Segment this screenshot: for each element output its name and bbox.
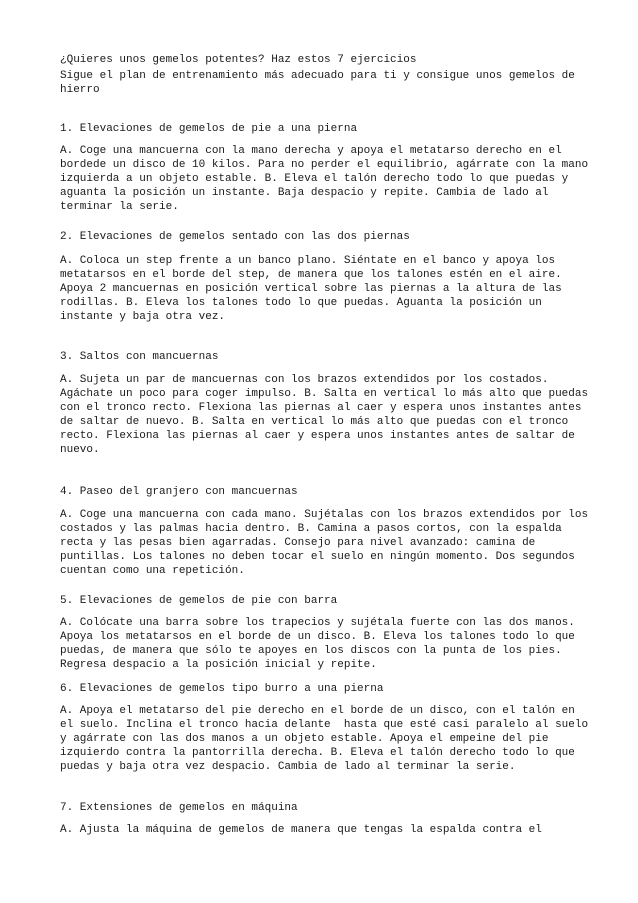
exercise-7-heading: 7. Extensiones de gemelos en máquina [60, 802, 298, 814]
exercise-3-heading: 3. Saltos con mancuernas [60, 351, 219, 363]
exercise-5-heading: 5. Elevaciones de gemelos de pie con barra [60, 595, 338, 607]
exercise-1-heading: 1. Elevaciones de gemelos de pie a una pierna [60, 123, 358, 135]
exercise-2-heading: 2. Elevaciones de gemelos sentado con las dos piernas [60, 231, 410, 243]
document-subtitle: Sigue el plan de entrenamiento más adecuado para ti y consigue unos gemelos de hierro [60, 70, 575, 96]
exercise-6-heading: 6. Elevaciones de gemelos tipo burro a una pierna [60, 683, 384, 695]
exercise-3-body: A. Sujeta un par de mancuernas con los brazos extendidos por los costados. Agáchate un poco para coger impulso. B. Salta en vertical lo más alto que puedas con el tronco recto. Flexiona las piernas al caer y espera unos instantes antes de saltar de nuevo. B. Salta en vertical lo más alto que puedas con el tronco recto. Flexiona las piernas al caer y espera unos instantes antes de saltar de nuevo. [60, 374, 589, 456]
exercise-1-body: A. Coge una mancuerna con la mano derecha y apoya el metatarso derecho en el bordede un disco de 10 kilos. Para no perder el equilibrio, agárrate con la mano izquierda a un objeto estable. B. Eleva el talón derecho todo lo que puedas y aguanta la posición un instante. Baja despacio y repite. Cambia de lado al terminar la serie. [60, 145, 589, 213]
exercise-2-body: A. Coloca un step frente a un banco plano. Siéntate en el banco y apoya los metatarsos en el borde del step, de manera que los talones estén en el aire. Apoya 2 mancuernas en posición vertical sobre las piernas a la altura de las rodillas. B. Eleva los talones todo lo que puedas. Aguanta la posición un instante y baja otra vez. [60, 255, 562, 323]
exercise-5-body: A. Colócate una barra sobre los trapecios y sujétala fuerte con las dos manos. Apoya los metatarsos en el borde de un disco. B. Eleva los talones todo lo que puedas, de manera que sólo te apoyes en los discos con la punta de los pies. Regresa despacio a la posición inicial y repite. [60, 617, 575, 671]
exercise-7-body: A. Ajusta la máquina de gemelos de manera que tengas la espalda contra el [60, 824, 542, 836]
exercise-4-body: A. Coge una mancuerna con cada mano. Sujétalas con los brazos extendidos por los costados y las palmas hacia dentro. B. Camina a pasos cortos, con la espalda recta y las pesas bien agarradas. Consejo para nivel avanzado: camina de puntillas. Los talones no deben tocar el suelo en ningún momento. Dos segundos cuentan como una repetición. [60, 509, 589, 577]
exercise-4-heading: 4. Paseo del granjero con mancuernas [60, 486, 298, 498]
document-title: ¿Quieres unos gemelos potentes? Haz estos 7 ejercicios [60, 54, 417, 66]
exercise-6-body: A. Apoya el metatarso del pie derecho en el borde de un disco, con el talón en el suelo. Inclina el tronco hacia delante hasta que esté casi paralelo al suelo y agárrate con las dos manos a un objeto estable. Apoya el empeine del pie izquierdo contra la pantorrilla derecha. B. Eleva el talón derecho todo lo que puedas y baja otra vez despacio. Cambia de lado al terminar la serie. [60, 705, 589, 773]
